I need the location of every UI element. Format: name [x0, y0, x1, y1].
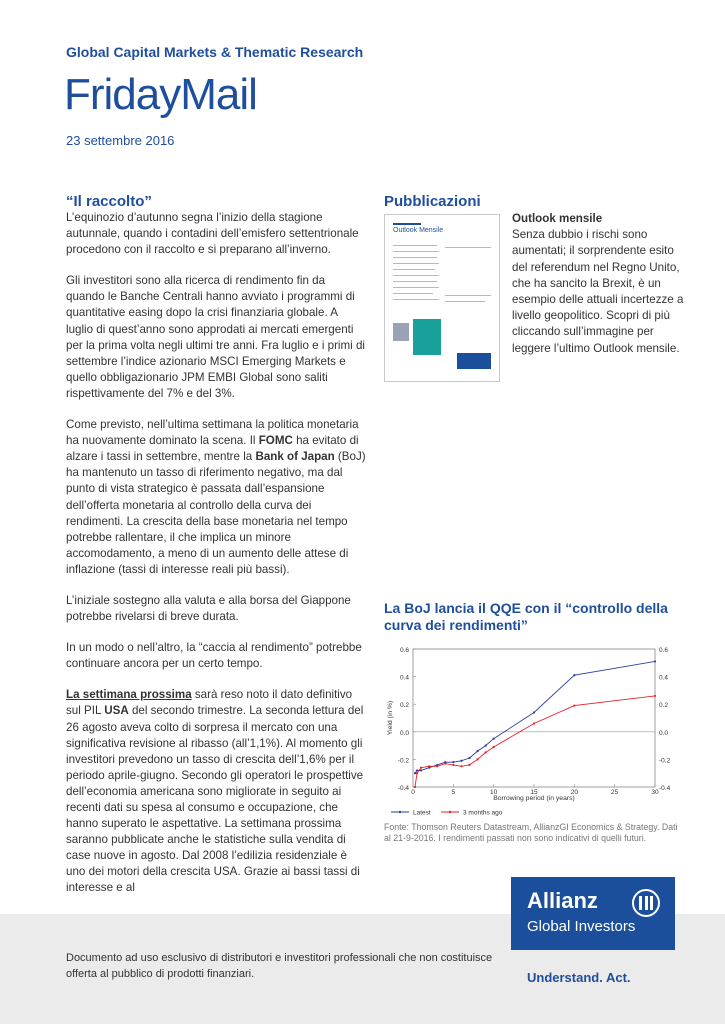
logo-eagle-icon	[632, 889, 660, 917]
article-paragraph	[66, 417, 366, 578]
series-point-0	[468, 757, 470, 759]
x-tick-label: 5	[451, 789, 456, 796]
series-point-1	[414, 786, 416, 788]
series-point-0	[414, 772, 416, 774]
series-point-1	[533, 722, 535, 724]
y-tick-label-left: -0.4	[397, 785, 409, 792]
thumb-line	[393, 287, 439, 288]
article-text: sarà reso noto il dato definitivo sul PIL	[66, 688, 353, 718]
y-tick-label-right: 0.0	[659, 729, 669, 737]
article-paragraph	[66, 210, 366, 258]
thumb-line	[393, 275, 439, 276]
thumb-accent	[393, 223, 421, 225]
article-heading: “Il raccolto”	[66, 193, 152, 210]
article-text: Gli investitori sono alla ricerca di rendimento fin da quando le Banche Centrali hanno avviato i programmi di quantitative easing dopo la crisi finanziaria globale. A luglio di quest’anno sono approdati ai mercati emergenti per la prima volta negli ultimi tre anni. Fra luglio e i primi di settembre l’indice azionario MSCI Emerging Markets e quello obbligazionario JPM EMBI Global sono saliti rispettivamente del 7% e del 3%.	[66, 274, 365, 400]
report-kicker: Global Capital Markets & Thematic Research	[66, 44, 364, 60]
y-tick-label-left: -0.2	[397, 757, 409, 765]
thumb-line	[393, 293, 433, 294]
x-axis-label: Borrowing period (in years)	[493, 795, 575, 802]
series-line-0	[415, 661, 655, 773]
report-title: FridayMail	[64, 70, 257, 119]
article-paragraph	[66, 687, 366, 896]
yield-curve-chart	[383, 640, 683, 820]
series-point-1	[493, 746, 495, 748]
series-point-1	[476, 758, 478, 760]
y-tick-label-left: 0.4	[399, 674, 409, 682]
series-point-0	[416, 769, 418, 771]
logo-name: Allianz	[527, 888, 598, 913]
publications-heading: Pubblicazioni	[384, 193, 481, 210]
y-tick-label-right: -0.2	[659, 757, 671, 765]
article-emphasis: La settimana prossima	[66, 688, 192, 702]
thumb-table	[445, 247, 491, 288]
thumb-teal-box	[413, 319, 441, 355]
tagline: Understand. Act.	[527, 970, 631, 985]
series-point-1	[485, 751, 487, 753]
thumb-line	[393, 245, 437, 246]
thumb-line	[445, 295, 491, 296]
series-point-1	[573, 704, 575, 706]
thumb-line	[393, 269, 435, 270]
legend-marker	[399, 811, 401, 813]
legend-label: 3 months ago	[463, 809, 503, 817]
y-tick-label-right: 0.6	[659, 647, 669, 654]
x-tick-label: 20	[570, 789, 578, 796]
y-tick-label-left: 0.2	[399, 702, 409, 710]
article-text: ha evitato di alzare i tassi in settembre, mentre la	[66, 434, 359, 464]
y-tick-label-left: 0.6	[399, 647, 409, 654]
article-text: Come previsto, nell’ultima settimana la politica monetaria ha nuovamente dominato la scena. Il	[66, 418, 359, 448]
article-text: L’iniziale sostegno alla valuta e alla borsa del Giappone potrebbe rivelarsi di breve durata.	[66, 593, 351, 624]
article-paragraph	[66, 593, 366, 625]
series-point-1	[436, 765, 438, 767]
legend-marker	[449, 811, 451, 813]
article-paragraph	[66, 640, 366, 672]
x-tick-label: 30	[651, 789, 659, 796]
article-emphasis: FOMC	[258, 434, 293, 448]
article-text: del secondo trimestre. La seconda lettura del 26 agosto aveva colto di sorpresa il mercato con una significativa revisione al ribasso (all’1,1%). Al momento gli investitori prevedono un tasso di crescita dell’1,6% per il periodo aprile-giugno. Secondo gli operatori le prospettive dell’economia americana sono migliorate in seguito ai recenti dati su spesa al consumo e occupazione, che hanno superato le aspettative. La settimana prossima saranno pubblicate anche le statistiche sulla vendita di case nuove in agosto. Dal 2008 l’edilizia residenziale è uno dei motori della crescita USA. Grazie ai bassi tassi di interesse e al	[66, 704, 364, 895]
y-axis-label: Yield (in %)	[387, 700, 394, 736]
legend-label: Latest	[413, 809, 431, 817]
y-tick-label-right: -0.4	[659, 785, 671, 792]
series-point-1	[468, 764, 470, 766]
thumb-line	[393, 299, 439, 300]
publication-description	[512, 211, 692, 357]
series-point-0	[533, 711, 535, 713]
series-point-1	[444, 762, 446, 764]
publication-title[interactable]: Outlook mensile	[512, 212, 603, 225]
outlook-thumbnail[interactable]	[384, 214, 500, 382]
y-tick-label-left: 0.0	[399, 729, 409, 737]
chart-heading: La BoJ lancia il QQE con il “controllo della curva dei rendimenti”	[384, 600, 668, 633]
series-point-0	[452, 761, 454, 763]
series-point-0	[493, 738, 495, 740]
thumb-logo	[457, 353, 491, 369]
thumb-title: Outlook Mensile	[393, 227, 444, 234]
series-point-1	[420, 767, 422, 769]
series-point-0	[573, 674, 575, 676]
article-text: In un modo o nell’altro, la “caccia al rendimento” potrebbe continuare ancora per un certo tempo.	[66, 641, 362, 671]
article-text: L’equinozio d’autunno segna l’inizio della stagione autunnale, quando i contadini dell’emisfero settentrionale procedono con il raccolto e si preparano all’inverno.	[66, 211, 359, 257]
publication-text: Senza dubbio i rischi sono aumentati; il sorprendente esito del referendum nel Regno Unito, che ha sancito la Brexit, è un esempio delle attuali incertezze a livello geopolitico. Scopri di più cliccando sull’immagine per leggere l’ultimo Outlook mensile.	[512, 228, 684, 355]
x-tick-label: 25	[611, 789, 619, 796]
article-body	[66, 210, 366, 912]
thumb-line	[393, 263, 439, 264]
x-tick-label: 10	[490, 789, 498, 796]
series-point-0	[476, 750, 478, 752]
article-emphasis: Bank of Japan	[255, 450, 335, 464]
y-tick-label-right: 0.2	[659, 702, 669, 710]
thumb-photo	[393, 323, 409, 341]
allianz-logo[interactable]	[511, 877, 675, 950]
article-emphasis: USA	[104, 704, 129, 718]
series-point-1	[428, 765, 430, 767]
article-paragraph	[66, 273, 366, 402]
thumb-line	[393, 281, 437, 282]
thumb-line	[393, 257, 437, 258]
logo-subtitle: Global Investors	[527, 918, 636, 935]
series-line-1	[415, 696, 655, 787]
x-tick-label: 0	[411, 789, 415, 796]
series-point-0	[460, 760, 462, 762]
report-date: 23 settembre 2016	[66, 133, 175, 148]
thumb-line	[445, 301, 485, 302]
disclaimer: Documento ad uso esclusivo di distributori e investitori professionali che non costituisce offerta al pubblico di prodotti finanziari.	[66, 952, 493, 980]
series-point-1	[416, 772, 418, 774]
series-point-1	[460, 765, 462, 767]
series-point-0	[420, 769, 422, 771]
article-text: (BoJ) ha mantenuto un tasso di riferimento negativo, ma dal punto di vista strategico è passata dall’espansione dell’offerta monetaria al controllo della curva dei rendimenti. La crescita della base monetaria nel tempo potrebbe rallentare, il che implica un minore accomodamento, a meno di un aumento delle attese di inflazione (tassi di interesse reali più bassi).	[66, 450, 366, 576]
y-tick-label-right: 0.4	[659, 674, 669, 682]
plot-frame	[413, 649, 655, 787]
series-point-1	[654, 695, 656, 697]
chart-source: Fonte: Thomson Reuters Datastream, AllianzGI Economics & Strategy. Dati al 21-9-2016. I rendimenti passati non sono indicativi di quelli futuri.	[384, 822, 678, 843]
x-tick-label: 15	[530, 789, 538, 796]
series-point-1	[452, 764, 454, 766]
series-point-0	[654, 660, 656, 662]
series-point-0	[485, 745, 487, 747]
thumb-line	[393, 251, 439, 252]
